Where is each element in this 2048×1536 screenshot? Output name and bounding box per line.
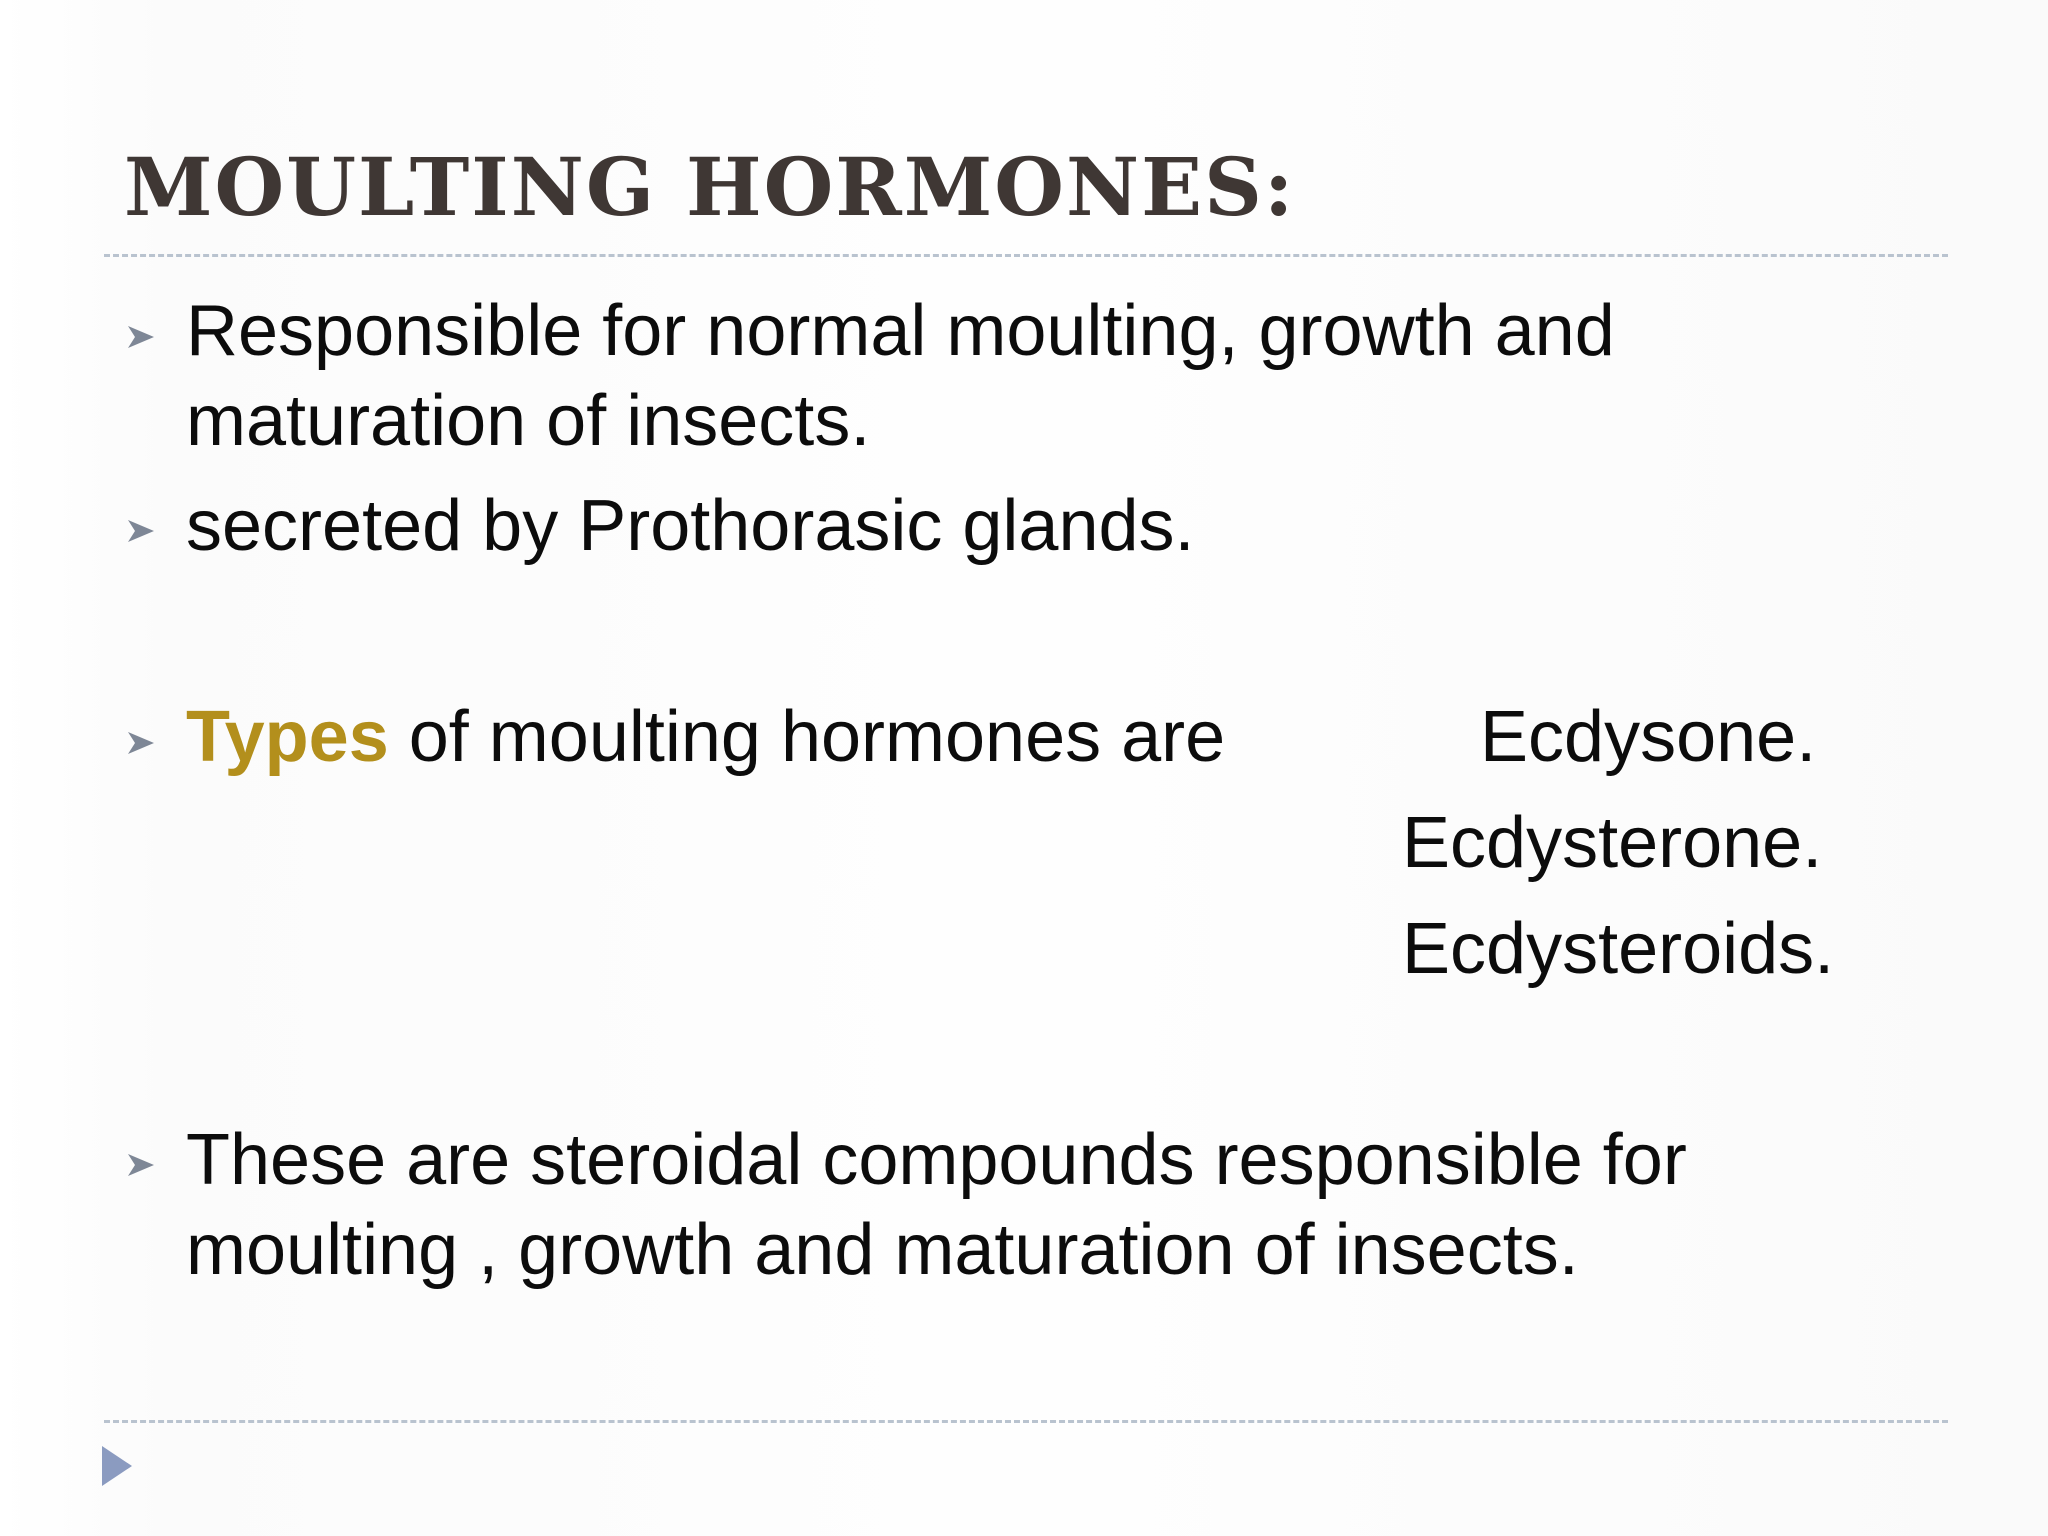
bullet-responsible-line1: Responsible for normal moulting, growth and bbox=[186, 291, 1615, 371]
type-item-ecdysteroids: Ecdysteroids. bbox=[1402, 909, 1835, 989]
type-item-ecdysone: Ecdysone. bbox=[1480, 697, 1817, 777]
bullet-types bbox=[186, 692, 1225, 782]
arrowhead-bullet-icon bbox=[126, 516, 156, 546]
types-rest-text: of moulting hormones are bbox=[388, 697, 1226, 777]
footer-divider bbox=[104, 1420, 1948, 1423]
bullet-responsible-line2: maturation of insects. bbox=[186, 381, 871, 461]
arrowhead-bullet-icon bbox=[126, 1150, 156, 1180]
slide-title: MOULTING HORMONES: bbox=[124, 140, 1296, 234]
types-accent-word: Types bbox=[186, 697, 389, 777]
triangle-next-icon[interactable] bbox=[102, 1446, 132, 1486]
type-item-ecdysterone: Ecdysterone. bbox=[1402, 803, 1823, 883]
arrowhead-bullet-icon bbox=[126, 322, 156, 352]
bullet-secreted: secreted by Prothorasic glands. bbox=[186, 486, 1195, 566]
arrowhead-bullet-icon bbox=[126, 728, 156, 758]
bullet-steroidal-line2: moulting , growth and maturation of insects. bbox=[186, 1210, 1579, 1290]
bullet-steroidal-line1: These are steroidal compounds responsible for bbox=[186, 1120, 1687, 1200]
title-divider bbox=[104, 254, 1948, 257]
